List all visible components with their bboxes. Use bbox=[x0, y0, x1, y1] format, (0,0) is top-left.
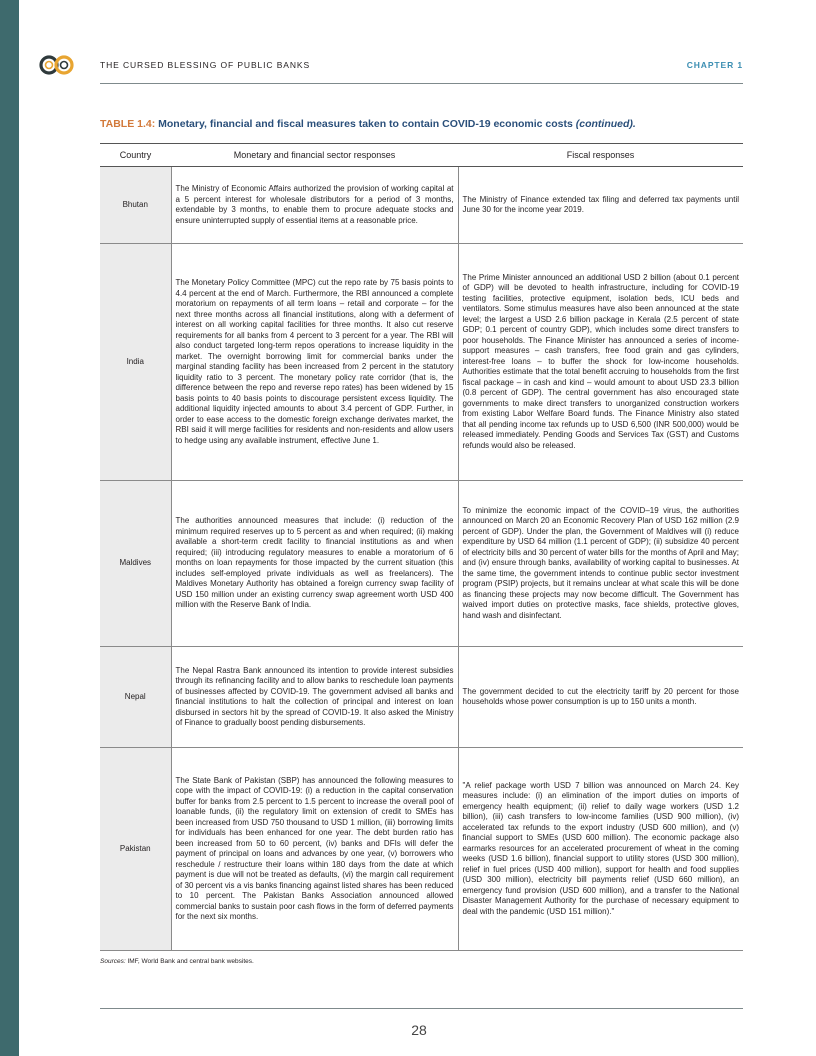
fiscal-cell: The Ministry of Finance extended tax filing and deferred tax payments until June 30 for the income year 2019. bbox=[458, 167, 743, 244]
table-row bbox=[100, 647, 743, 748]
country-cell: Maldives bbox=[100, 481, 171, 647]
monetary-cell: The Ministry of Economic Affairs authorized the provision of working capital at a 5 percent interest for wholesale distributors for a period of 3 months, extendable by 3 months, to enable them to procure adequate stocks and ensure uninterrupted supply of essential items at a reasonable price. bbox=[171, 167, 458, 244]
monetary-cell: The State Bank of Pakistan (SBP) has announced the following measures to cope with the impact of COVID-19: (i) a reduction in the capital conservation buffer for banks from 2.5 percent to 1.5 percent to increase the overall pool of loanable funds, (ii) the regulatory limit on extension of credit to SMEs has been increased from USD 750 thousand to USD 1 million, (iii) borrowing limits for individuals has been enhanced for one year. The debt burden ratio has been increased from 50 to 60 percent, (iv) banks and DFIs will defer the payment of principal on loans and advances by one year, (v) borrowers who reschedule / restructure their loans within 180 days from the date at which payment is due will not be treated as defaults, (vi) the margin call requirement of 30 percent vis a vis banks financing against listed shares has been reduced to 10 percent. The Pakistan Banks Association announced allowed commercial banks to sustain poor cash flows in the form of deferred payments for the next six months. bbox=[171, 748, 458, 951]
header-fiscal: Fiscal responses bbox=[458, 144, 743, 167]
header-country: Country bbox=[100, 144, 171, 167]
table-header-row bbox=[100, 144, 743, 167]
measures-table bbox=[100, 143, 743, 951]
country-cell: Pakistan bbox=[100, 748, 171, 951]
table-caption bbox=[100, 118, 760, 130]
chapter-label: CHAPTER 1 bbox=[686, 60, 743, 70]
fiscal-cell: "A relief package worth USD 7 billion was announced on March 24. Key measures include: (i) an elimination of the import duties on imports of emergency health equipment; (ii) relief to daily wage workers (USD 1.2 billion), (iii) cash transfers to low-income families (USD 900 million), (iv) accelerated tax refunds to the export industry (USD 600 million), and (v) financial support to SMEs (USD 600 million). The economic package also earmarks resources for an accelerated procurement of wheat in the coming weeks (USD 1.6 billion), financial support to utility stores (USD 300 million), relief in fuel prices (USD 400 million), support for health and food supplies (USD 300 million), electricity bill payments relief (USD 660 million), an emergency fund provision (USD 600 million), and a transfer to the National Disaster Management Authority for the purchase of necessary equipment to deal with the pandemic (USD 151 million)." bbox=[458, 748, 743, 951]
fiscal-cell: To minimize the economic impact of the COVID–19 virus, the authorities announced on March 20 an Economic Recovery Plan of USD 162 million (2.9 percent of GDP). Under the plan, the Government of Maldives will (i) reduce expenditure by USD 64 million (1.1 percent of GDP); (ii) subsidize 40 percent of electricity bills and 30 percent of water bills for the months of April and May; and (iv) ensure through banks, availability of working capital to businesses. At the same time, the government intends to continue public sector investment program (PSIP) projects, but it remains unclear at what scale this will be done as financing these projects may now become difficult. The Government has waived import duties on protective masks, face shields, protective gloves, hand wash and disinfectant. bbox=[458, 481, 743, 647]
monetary-cell: The Nepal Rastra Bank announced its intention to provide interest subsidies through its refinancing facility and to allow banks to reschedule loan payments of businesses affected by COVID-19. The government advised all banks and financial institutions to halt the collection of principal and interest on loan disbursed in sectors hit by the spread of COVID-19. It also asked the Ministry of Finance to gradually boost pending disbursements. bbox=[171, 647, 458, 748]
monetary-cell: The Monetary Policy Committee (MPC) cut the repo rate by 75 basis points to 4.4 percent at the end of March. Furthermore, the RBI announced a complete moratorium on repayments of all term loans – retail and corporate – for the next three months across all financial institutions, along with a deferment of interest on all working capital facilities for three months. It also cut reserve requirements for all banks from 4 percent to 3 percent for a year. The RBI will also conduct targeted long-term repos operations to increase liquidity in the market. The overnight borrowing limit for commercial banks under the marginal standing facility has been increased from 2 percent in the statutory liquidity ratio to 3 percent. The monetary policy rate corridor (that is, the difference between the repo and reverse repo rates) has been widened by 15 basis points to 40 basis points to discourage persistent excess liquidity. The additional liquidity injected amounts to about 3.4 percent of GDP. Further, in order to ease access to the domestic foreign exchange derivates market, the RBI said it will merge facilities for residents and non-residents and allow users to hedge using any available instrument, effective June 1. bbox=[171, 244, 458, 481]
sources-text: IMF, World Bank and central bank websites. bbox=[125, 958, 254, 965]
fiscal-cell: The Prime Minister announced an additional USD 2 billion (about 0.1 percent of GDP) will be devoted to health infrastructure, including for COVID-19 testing facilities, protective equipment, isolation beds, ICU beds and ventilators. Some stimulus measures have also been announced at the state level; the largest a USD 2.6 billion package in Kerala (2.5 percent of state GDP; 0.1 percent of country GDP), which includes some direct transfers to poor households. The Finance Minister has announced a series of income-support measures – cash transfers, free food grain and gas cylinders, interest-free loans – to buffer the shock for low-income households. Authorities estimate that the total benefit accruing to households from the first fiscal package – in cash and kind – would amount to about USD 23.3 billion (0.8 percent of GDP). The central government has also encouraged state governments to make direct transfers to unorganized construction workers from existing Labor Welfare Board funds. The Finance Ministry also stated that all pending income tax refunds up to USD 6,500 (INR 500,000) would be released immediately. Pending Goods and Services Tax (GST) and Customs refunds would also be released. bbox=[458, 244, 743, 481]
header-monetary: Monetary and financial sector responses bbox=[171, 144, 458, 167]
side-color-bar bbox=[0, 0, 19, 1056]
country-cell: Nepal bbox=[100, 647, 171, 748]
header-divider bbox=[100, 83, 743, 84]
monetary-cell: The authorities announced measures that include: (i) reduction of the minimum required reserves up to 5 percent as and when required; (ii) making available a short-term credit facility to financial institutions as and when required; (iii) introducing regulatory measures to enable a moratorium of 6 months on loan repayments for those impacted by the current situation (this includes self-employed private individuals as well as freelancers). The Maldives Monetary Authority has obtained a foreign currency swap facility of USD 150 million under an existing currency swap agreement worth USD 400 million with the Reserve Bank of India. bbox=[171, 481, 458, 647]
table-row bbox=[100, 748, 743, 951]
country-cell: India bbox=[100, 244, 171, 481]
table-row bbox=[100, 244, 743, 481]
book-title: THE CURSED BLESSING OF PUBLIC BANKS bbox=[100, 60, 311, 70]
table-label: TABLE 1.4: bbox=[100, 118, 156, 130]
sources-note bbox=[100, 958, 254, 965]
page-number: 28 bbox=[411, 1022, 427, 1038]
fiscal-cell: The government decided to cut the electricity tariff by 20 percent for those households whose power consumption is up to 150 units a month. bbox=[458, 647, 743, 748]
table-row bbox=[100, 481, 743, 647]
table-title: Monetary, financial and fiscal measures taken to contain COVID-19 economic costs bbox=[155, 118, 576, 130]
footer-divider bbox=[100, 1008, 743, 1009]
table-continued: (continued). bbox=[575, 118, 636, 130]
sources-label: Sources: bbox=[100, 958, 126, 965]
infinity-logo-icon bbox=[38, 53, 82, 77]
table-row bbox=[100, 167, 743, 244]
country-cell: Bhutan bbox=[100, 167, 171, 244]
